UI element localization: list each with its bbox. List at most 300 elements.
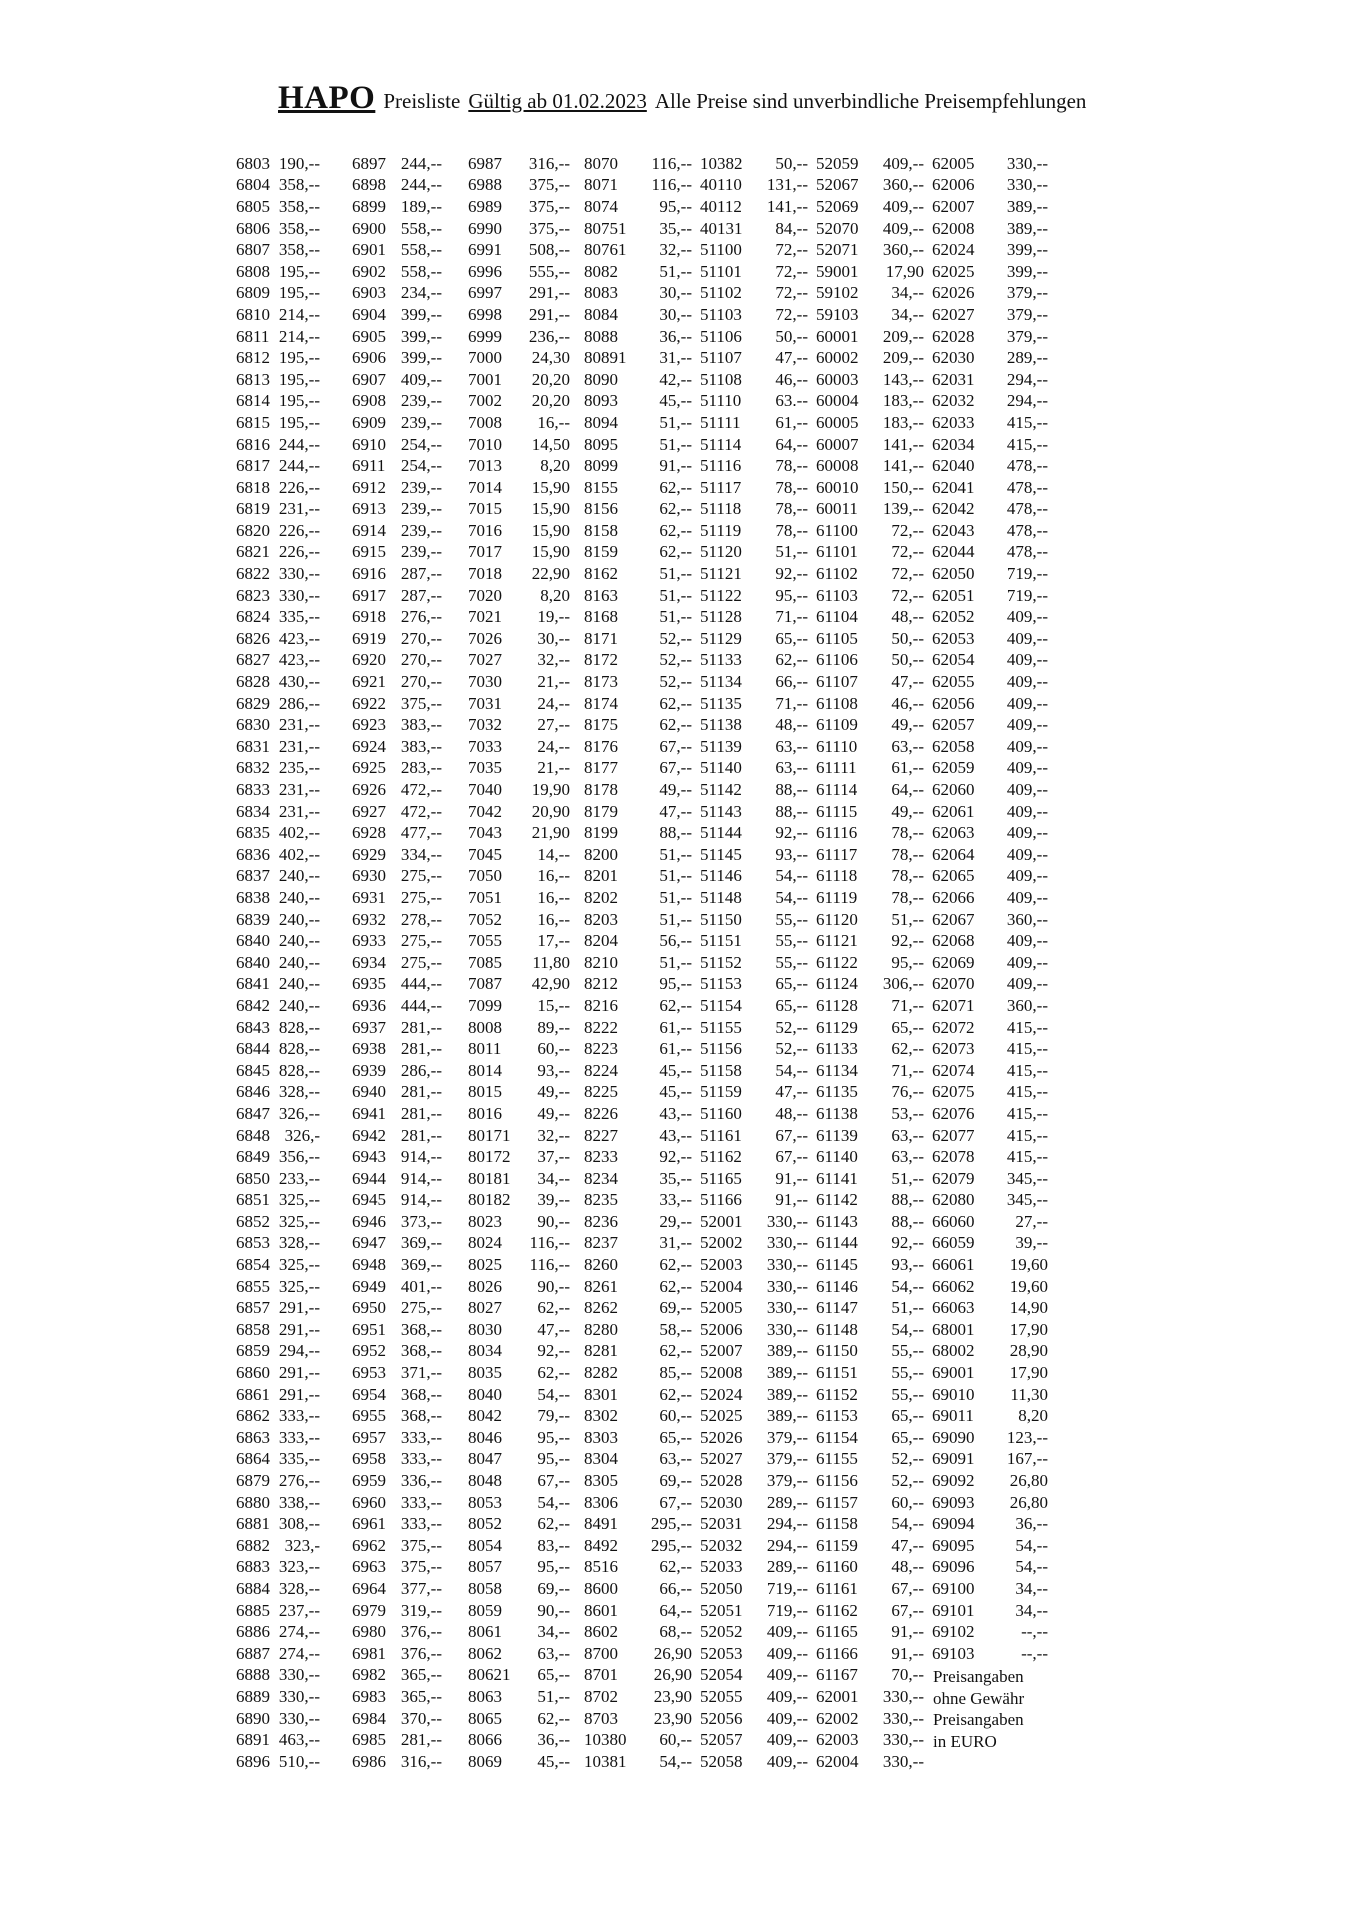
article-price: 54,-- — [1015, 1557, 1048, 1577]
article-price: 47,-- — [659, 801, 692, 821]
article-price: 72,-- — [891, 564, 924, 584]
article-number: 6990 — [468, 218, 502, 238]
article-number: 51158 — [700, 1060, 742, 1080]
price-row — [352, 671, 468, 693]
article-price: 51,-- — [891, 1298, 924, 1318]
article-number: 80182 — [468, 1190, 511, 1210]
article-price: 20,20 — [531, 369, 570, 389]
price-row — [932, 1535, 1048, 1557]
price-row — [700, 974, 816, 996]
article-price: 379,-- — [766, 1471, 808, 1491]
article-number: 6929 — [352, 844, 386, 864]
price-row — [352, 153, 468, 175]
article-number: 6909 — [352, 412, 386, 432]
article-price: 51,-- — [659, 261, 692, 281]
article-number: 6934 — [352, 952, 386, 972]
price-row — [932, 952, 1048, 974]
price-row — [700, 326, 816, 348]
article-number: 6897 — [352, 153, 386, 173]
article-number: 7008 — [468, 412, 502, 432]
article-number: 61157 — [816, 1492, 858, 1512]
price-row — [584, 347, 700, 369]
article-price: 283,-- — [400, 758, 442, 778]
article-number: 6955 — [352, 1406, 386, 1426]
price-row — [236, 974, 352, 996]
price-row — [584, 1729, 700, 1751]
article-price: 409,-- — [882, 196, 924, 216]
article-price: 45,-- — [659, 1060, 692, 1080]
price-row — [236, 1665, 352, 1687]
article-number: 68001 — [932, 1319, 975, 1339]
article-number: 66061 — [932, 1255, 975, 1275]
article-number: 6841 — [236, 974, 270, 994]
article-price: 93,-- — [775, 844, 808, 864]
price-row — [584, 542, 700, 564]
article-price: 291,-- — [528, 304, 570, 324]
article-number: 61158 — [816, 1514, 858, 1534]
article-price: 71,-- — [891, 1060, 924, 1080]
article-number: 8040 — [468, 1384, 502, 1404]
price-column — [352, 153, 468, 1773]
article-price: 30,-- — [537, 628, 570, 648]
article-price: 11,30 — [1010, 1384, 1048, 1404]
price-row — [468, 1276, 584, 1298]
article-price: 358,-- — [278, 196, 320, 216]
price-row — [932, 239, 1048, 261]
price-row — [816, 434, 932, 456]
price-row — [932, 628, 1048, 650]
article-price: 62,-- — [659, 1384, 692, 1404]
article-price: 399,-- — [1006, 240, 1048, 260]
article-price: 95,-- — [537, 1557, 570, 1577]
price-row — [584, 628, 700, 650]
price-row — [352, 304, 468, 326]
article-price: 478,-- — [1006, 542, 1048, 562]
article-number: 8202 — [584, 887, 618, 907]
price-row — [468, 887, 584, 909]
article-number: 10381 — [584, 1751, 627, 1771]
price-row — [352, 175, 468, 197]
price-row — [236, 1643, 352, 1665]
article-price: --,-- — [1021, 1622, 1048, 1642]
article-price: 294,-- — [766, 1535, 808, 1555]
article-number: 6884 — [236, 1578, 270, 1598]
article-price: 472,-- — [400, 780, 442, 800]
article-number: 6819 — [236, 499, 270, 519]
article-number: 8201 — [584, 866, 618, 886]
article-price: 64,-- — [775, 434, 808, 454]
article-number: 8174 — [584, 693, 618, 713]
article-number: 8026 — [468, 1276, 502, 1296]
article-price: 275,-- — [400, 952, 442, 972]
article-number: 66063 — [932, 1298, 975, 1318]
price-row — [236, 1297, 352, 1319]
article-price: 91,-- — [775, 1190, 808, 1210]
article-price: 62,-- — [659, 693, 692, 713]
article-number: 51121 — [700, 564, 742, 584]
article-price: 15,90 — [531, 477, 570, 497]
price-row — [700, 1643, 816, 1665]
article-number: 6954 — [352, 1384, 386, 1404]
price-row — [584, 326, 700, 348]
article-price: 510,-- — [278, 1751, 320, 1771]
price-row — [236, 153, 352, 175]
article-number: 60008 — [816, 456, 859, 476]
article-number: 69091 — [932, 1449, 975, 1469]
article-number: 6842 — [236, 995, 270, 1015]
article-price: 287,-- — [400, 585, 442, 605]
article-price: 368,-- — [400, 1406, 442, 1426]
price-row — [816, 1492, 932, 1514]
article-number: 52004 — [700, 1276, 743, 1296]
article-price: 19,60 — [1009, 1255, 1048, 1275]
article-price: 54,-- — [1015, 1535, 1048, 1555]
article-number: 52055 — [700, 1686, 743, 1706]
price-row — [816, 1600, 932, 1622]
article-price: 48,-- — [775, 1103, 808, 1123]
article-price: 415,-- — [1006, 1147, 1048, 1167]
price-row — [352, 758, 468, 780]
article-number: 6936 — [352, 995, 386, 1015]
article-price: 15,90 — [531, 542, 570, 562]
article-price: 52,-- — [775, 1039, 808, 1059]
article-number: 61111 — [816, 758, 857, 778]
article-price: 93,-- — [891, 1255, 924, 1275]
article-number: 6855 — [236, 1276, 270, 1296]
article-price: 326,-- — [278, 1103, 320, 1123]
article-price: 281,-- — [400, 1039, 442, 1059]
article-price: 231,-- — [278, 499, 320, 519]
article-price: 93,-- — [537, 1060, 570, 1080]
article-price: 328,-- — [278, 1082, 320, 1102]
article-number: 6979 — [352, 1600, 386, 1620]
article-number: 61133 — [816, 1039, 858, 1059]
article-price: 35,-- — [659, 218, 692, 238]
price-row — [700, 995, 816, 1017]
price-row — [236, 563, 352, 585]
article-number: 8030 — [468, 1319, 502, 1339]
article-number: 66059 — [932, 1233, 975, 1253]
price-row — [932, 1146, 1048, 1168]
article-price: 62,-- — [659, 520, 692, 540]
price-row — [584, 671, 700, 693]
article-number: 8088 — [584, 326, 618, 346]
article-price: 54,-- — [775, 1060, 808, 1080]
price-row — [584, 391, 700, 413]
price-row — [700, 909, 816, 931]
article-price: 389,-- — [766, 1341, 808, 1361]
article-number: 51148 — [700, 887, 742, 907]
article-price: 409,-- — [1006, 607, 1048, 627]
article-number: 6849 — [236, 1147, 270, 1167]
price-row — [352, 1643, 468, 1665]
article-number: 8701 — [584, 1665, 618, 1685]
article-number: 62006 — [932, 175, 975, 195]
article-number: 6917 — [352, 585, 386, 605]
price-row — [584, 1470, 700, 1492]
price-row — [584, 974, 700, 996]
article-price: 62,-- — [659, 1276, 692, 1296]
price-row — [352, 1578, 468, 1600]
article-price: 30,-- — [659, 283, 692, 303]
price-row — [352, 326, 468, 348]
price-row — [816, 1362, 932, 1384]
article-price: 51,-- — [659, 564, 692, 584]
article-price: 78,-- — [891, 887, 924, 907]
article-price: 190,-- — [278, 153, 320, 173]
article-price: 472,-- — [400, 801, 442, 821]
price-row — [468, 1211, 584, 1233]
article-price: 63.-- — [775, 391, 808, 411]
article-price: 47,-- — [537, 1319, 570, 1339]
price-row — [352, 1557, 468, 1579]
price-row — [700, 1082, 816, 1104]
article-price: 325,-- — [278, 1255, 320, 1275]
article-number: 8305 — [584, 1471, 618, 1491]
article-price: 95,-- — [537, 1427, 570, 1447]
price-row — [700, 1708, 816, 1730]
price-row — [816, 1405, 932, 1427]
article-price: 29,-- — [659, 1211, 692, 1231]
price-row — [236, 693, 352, 715]
price-row — [468, 866, 584, 888]
article-price: 51,-- — [659, 866, 692, 886]
article-price: 67,-- — [891, 1600, 924, 1620]
article-price: 30,-- — [659, 304, 692, 324]
price-column — [932, 153, 1048, 1773]
article-number: 6907 — [352, 369, 386, 389]
article-number: 6997 — [468, 283, 502, 303]
price-row — [816, 1427, 932, 1449]
price-row — [700, 477, 816, 499]
article-price: 375,-- — [400, 693, 442, 713]
article-price: 67,-- — [891, 1578, 924, 1598]
article-number: 6824 — [236, 607, 270, 627]
article-number: 6835 — [236, 823, 270, 843]
price-row — [700, 1557, 816, 1579]
article-price: 47,-- — [891, 1535, 924, 1555]
article-price: 48,-- — [891, 607, 924, 627]
price-row — [816, 1190, 932, 1212]
article-price: 78,-- — [775, 499, 808, 519]
article-price: 226,-- — [278, 477, 320, 497]
price-row — [816, 1060, 932, 1082]
article-price: 330,-- — [766, 1233, 808, 1253]
price-row — [468, 391, 584, 413]
article-price: 83,-- — [537, 1535, 570, 1555]
price-row — [816, 1103, 932, 1125]
article-number: 6862 — [236, 1406, 270, 1426]
price-row — [468, 563, 584, 585]
price-row — [932, 369, 1048, 391]
price-row — [932, 283, 1048, 305]
article-number: 8227 — [584, 1125, 618, 1145]
price-row — [584, 606, 700, 628]
article-number: 51116 — [700, 456, 742, 476]
article-number: 51135 — [700, 693, 742, 713]
price-row — [584, 822, 700, 844]
price-row — [468, 477, 584, 499]
article-number: 61151 — [816, 1363, 858, 1383]
article-price: 389,-- — [766, 1363, 808, 1383]
price-row — [700, 1621, 816, 1643]
article-price: 415,-- — [1006, 1060, 1048, 1080]
article-price: 116,-- — [651, 153, 692, 173]
article-number: 51108 — [700, 369, 742, 389]
price-row — [468, 974, 584, 996]
article-number: 6813 — [236, 369, 270, 389]
price-row — [700, 499, 816, 521]
price-row — [468, 1729, 584, 1751]
article-price: 330,-- — [882, 1686, 924, 1706]
article-price: 415,-- — [1006, 1082, 1048, 1102]
article-price: 240,-- — [278, 931, 320, 951]
article-number: 61101 — [816, 542, 858, 562]
price-row — [236, 995, 352, 1017]
price-row — [932, 1600, 1048, 1622]
article-number: 6857 — [236, 1298, 270, 1318]
price-row — [700, 1190, 816, 1212]
price-row — [468, 779, 584, 801]
price-row — [352, 412, 468, 434]
article-number: 7002 — [468, 391, 502, 411]
price-row — [932, 736, 1048, 758]
price-row — [584, 736, 700, 758]
article-price: 42,90 — [531, 974, 570, 994]
price-row — [584, 995, 700, 1017]
article-number: 7016 — [468, 520, 502, 540]
article-price: 330,-- — [882, 1708, 924, 1728]
article-number: 7015 — [468, 499, 502, 519]
price-row — [352, 1449, 468, 1471]
price-row — [236, 714, 352, 736]
article-number: 51144 — [700, 823, 742, 843]
article-price: 270,-- — [400, 672, 442, 692]
article-price: 330,-- — [766, 1211, 808, 1231]
article-number: 6919 — [352, 628, 386, 648]
article-price: 62,-- — [537, 1298, 570, 1318]
article-number: 6882 — [236, 1535, 270, 1555]
price-row — [236, 1427, 352, 1449]
price-row — [468, 434, 584, 456]
article-price: 46,-- — [775, 369, 808, 389]
article-price: 409,-- — [1006, 715, 1048, 735]
price-row — [584, 1513, 700, 1535]
article-price: 32,-- — [659, 240, 692, 260]
article-number: 61116 — [816, 823, 858, 843]
article-price: 36,-- — [537, 1730, 570, 1750]
article-price: 54,-- — [891, 1276, 924, 1296]
article-number: 51146 — [700, 866, 742, 886]
article-number: 6809 — [236, 283, 270, 303]
price-row — [584, 866, 700, 888]
article-price: 383,-- — [400, 715, 442, 735]
article-number: 61100 — [816, 520, 858, 540]
article-number: 6898 — [352, 175, 386, 195]
article-number: 8262 — [584, 1298, 618, 1318]
price-row — [236, 1449, 352, 1471]
article-number: 69096 — [932, 1557, 975, 1577]
article-number: 6989 — [468, 196, 502, 216]
article-number: 8203 — [584, 909, 618, 929]
price-row — [584, 1405, 700, 1427]
article-price: 195,-- — [278, 261, 320, 281]
article-price: 34,-- — [891, 304, 924, 324]
article-number: 6827 — [236, 650, 270, 670]
article-price: 244,-- — [278, 434, 320, 454]
article-price: 34,-- — [537, 1168, 570, 1188]
price-row — [816, 283, 932, 305]
article-number: 69011 — [932, 1406, 974, 1426]
article-price: 358,-- — [278, 218, 320, 238]
article-number: 62064 — [932, 844, 975, 864]
article-number: 6901 — [352, 240, 386, 260]
price-row — [700, 391, 816, 413]
price-row — [700, 887, 816, 909]
article-price: 65,-- — [775, 995, 808, 1015]
price-row — [236, 1492, 352, 1514]
article-price: 423,-- — [278, 628, 320, 648]
price-row — [932, 1168, 1048, 1190]
price-row — [352, 606, 468, 628]
article-number: 61154 — [816, 1427, 858, 1447]
price-row — [236, 1470, 352, 1492]
article-number: 69092 — [932, 1471, 975, 1491]
article-price: 63,-- — [891, 736, 924, 756]
price-row — [932, 758, 1048, 780]
article-number: 69102 — [932, 1622, 975, 1642]
article-number: 8702 — [584, 1686, 618, 1706]
article-number: 6914 — [352, 520, 386, 540]
price-row — [816, 1082, 932, 1104]
price-row — [584, 887, 700, 909]
article-number: 60005 — [816, 412, 859, 432]
price-row — [468, 1038, 584, 1060]
article-number: 7099 — [468, 995, 502, 1015]
article-price: 330,-- — [766, 1298, 808, 1318]
price-row — [700, 218, 816, 240]
price-row — [584, 1600, 700, 1622]
article-price: 330,-- — [278, 585, 320, 605]
article-price: 34,-- — [1015, 1578, 1048, 1598]
article-number: 6820 — [236, 520, 270, 540]
article-price: 116,-- — [529, 1255, 570, 1275]
article-number: 8059 — [468, 1600, 502, 1620]
article-number: 6852 — [236, 1211, 270, 1231]
price-row — [932, 175, 1048, 197]
article-number: 8703 — [584, 1708, 618, 1728]
article-number: 62053 — [932, 628, 975, 648]
article-price: --,-- — [1021, 1643, 1048, 1663]
article-number: 62007 — [932, 196, 975, 216]
article-price: 31,-- — [659, 348, 692, 368]
price-row — [352, 1600, 468, 1622]
price-row — [584, 1578, 700, 1600]
article-price: 209,-- — [882, 326, 924, 346]
article-price: 34,-- — [537, 1622, 570, 1642]
article-number: 8233 — [584, 1147, 618, 1167]
price-row — [932, 671, 1048, 693]
article-price: 244,-- — [400, 153, 442, 173]
article-number: 62025 — [932, 261, 975, 281]
article-number: 6945 — [352, 1190, 386, 1210]
article-number: 61103 — [816, 585, 858, 605]
price-row — [816, 1621, 932, 1643]
price-row — [700, 153, 816, 175]
article-number: 52001 — [700, 1211, 743, 1231]
price-row — [932, 1082, 1048, 1104]
article-price: 270,-- — [400, 628, 442, 648]
